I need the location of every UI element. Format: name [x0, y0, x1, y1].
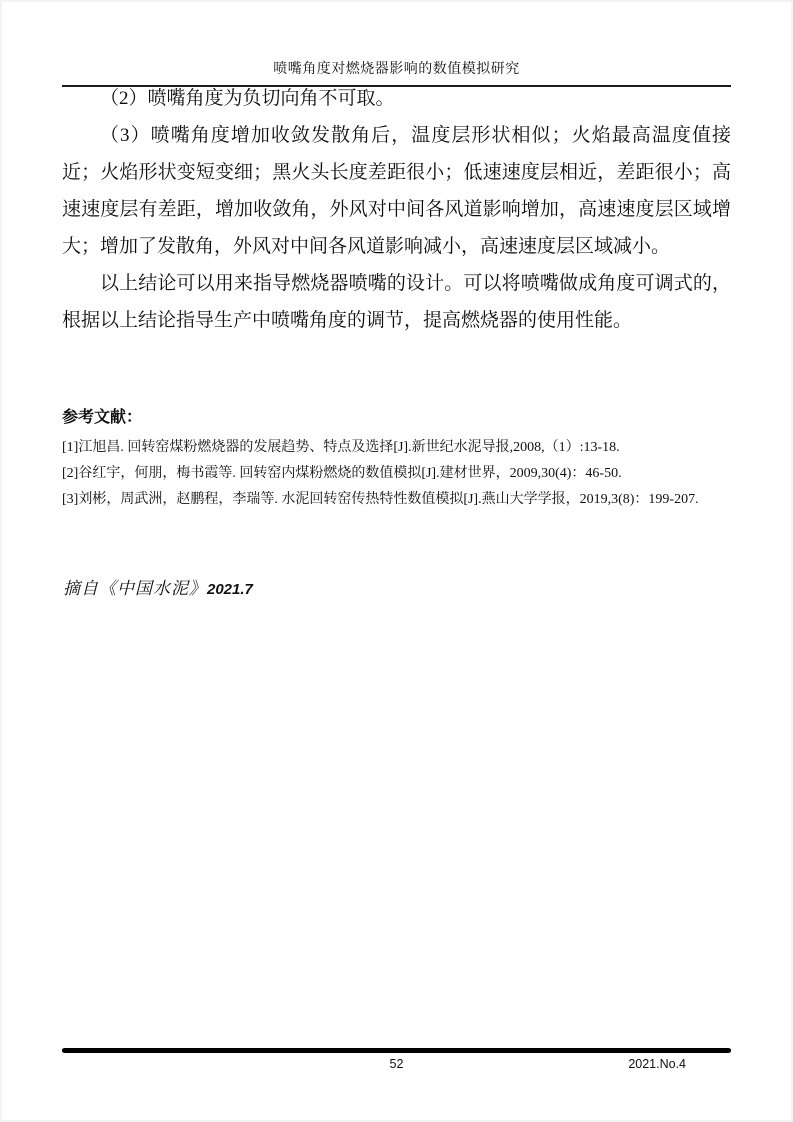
conclusion-paragraph-3: （3）喷嘴角度增加收敛发散角后，温度层形状相似；火焰最高温度值接近；火焰形状变短变细；黑火头长度差距很小；低速速度层相近，差距很小；高速速度层有差距，增加收敛角，外风对中间各风道影响增加，高速速度层区域增大；增加了发散角，外风对中间各风道影响减小，高速速度层区域减小。 [62, 125, 731, 257]
body-text-block [62, 80, 731, 339]
reference-item-2: [2]谷红宇，何朋，梅书霞等. 回转窑内煤粉燃烧的数值模拟[J].建材世界，2009,30(4)：46-50. [62, 466, 622, 481]
running-header-title: 喷嘴角度对燃烧器影响的数值模拟研究 [273, 62, 520, 77]
summary-paragraph: 以上结论可以用来指导燃烧器喷嘴的设计。可以将喷嘴做成角度可调式的，根据以上结论指导生产中喷嘴角度的调节，提高燃烧器的使用性能。 [62, 273, 731, 331]
conclusion-paragraph-2: （2）喷嘴角度为负切向角不可取。 [100, 88, 395, 109]
footer-divider [62, 1048, 731, 1053]
references-heading: 参考文献： [62, 409, 143, 426]
reference-item-3: [3]刘彬，周武洲，赵鹏程，李瑞等. 水泥回转窑传热特性数值模拟[J].燕山大学学报，2019,3(8)：199-207. [62, 492, 699, 507]
footer-page-number: 52 [389, 1057, 404, 1071]
source-note-text: 摘自《中国水泥》 [63, 579, 207, 598]
footer-issue-label: 2021.No.4 [628, 1057, 686, 1071]
references-section [62, 406, 762, 513]
source-note [63, 574, 253, 599]
source-note-issue: 2021.7 [207, 581, 253, 598]
reference-item-1: [1]江旭昌. 回转窑煤粉燃烧器的发展趋势、特点及选择[J].新世纪水泥导报,2008,（1）:13-18. [62, 440, 620, 455]
